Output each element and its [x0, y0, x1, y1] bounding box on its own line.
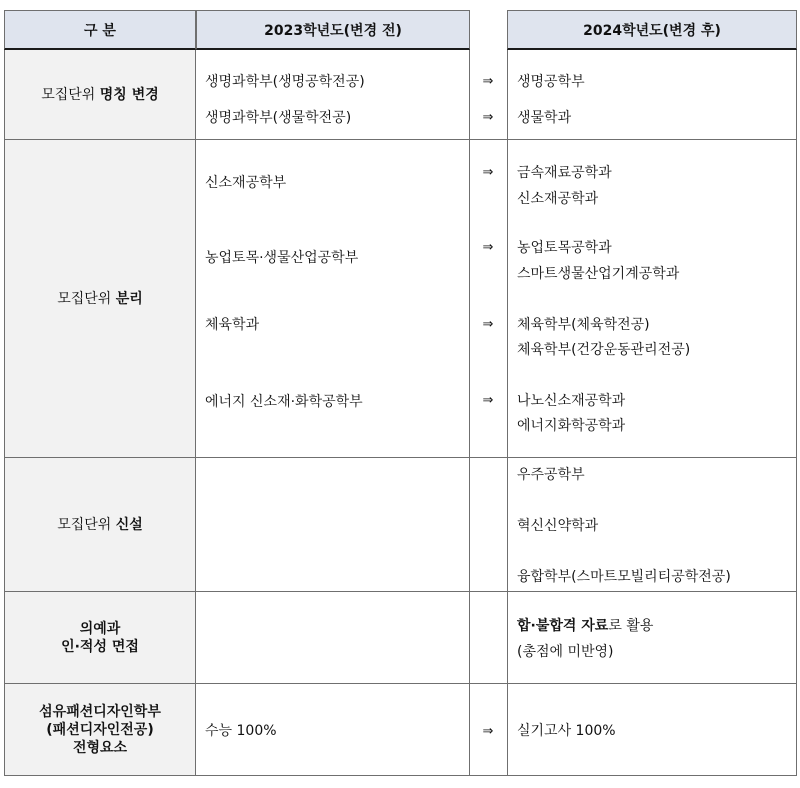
row-new-arrow-col: [470, 458, 507, 592]
split-before-3: 체육학과: [205, 317, 260, 333]
row-fashion-before: [196, 684, 470, 776]
row-split-arrow-col: [470, 140, 507, 458]
row-rename-label: 모집단위 명칭 변경: [4, 50, 196, 140]
row-fashion-label: 섬유패션디자인학부 (패션디자인전공) 전형요소: [4, 684, 196, 776]
rename-after-1: 생명공학부: [517, 74, 585, 90]
split-after-1a: 금속재료공학과: [517, 165, 612, 181]
rename-after-2: 생물학과: [517, 110, 572, 126]
fashion-after: 실기고사 100%: [517, 723, 616, 739]
row-rename-after: [507, 50, 797, 140]
arrow-icon: ⇒: [482, 240, 494, 255]
row-new-after: [507, 458, 797, 592]
medical-after-1: 합·불합격 자료로 활용: [517, 618, 654, 634]
arrow-icon: ⇒: [482, 110, 494, 125]
split-after-4a: 나노신소재공학과: [517, 393, 626, 409]
new-after-3: 융합학부(스마트모빌리티공학전공): [517, 569, 731, 585]
split-after-4b: 에너지화학공학과: [517, 418, 626, 434]
fashion-before: 수능 100%: [205, 723, 277, 739]
header-before: 2023학년도(변경 전): [196, 10, 470, 50]
split-before-1: 신소재공학부: [205, 175, 287, 191]
split-after-3b: 체육학부(건강운동관리전공): [517, 342, 691, 358]
arrow-icon: ⇒: [482, 165, 494, 180]
new-after-2: 혁신신약학과: [517, 518, 599, 534]
row-fashion-after: [507, 684, 797, 776]
row-medical-before: [196, 592, 470, 684]
row-new-before: [196, 458, 470, 592]
new-after-1: 우주공학부: [517, 467, 585, 483]
medical-after-2: (총점에 미반영): [517, 644, 614, 660]
split-before-4: 에너지 신소재·화학공학부: [205, 394, 363, 410]
arrow-icon: ⇒: [482, 317, 494, 332]
split-after-2b: 스마트생물산업기계공학과: [517, 266, 680, 282]
header-category: 구 분: [4, 10, 196, 50]
row-medical-arrow-col: [470, 592, 507, 684]
split-after-2a: 농업토목공학과: [517, 240, 612, 256]
row-new-label: 모집단위 신설: [4, 458, 196, 592]
row-split-after: [507, 140, 797, 458]
row-rename-before: [196, 50, 470, 140]
split-after-3a: 체육학부(체육학전공): [517, 317, 650, 333]
arrow-icon: ⇒: [482, 724, 494, 739]
row-split-before: [196, 140, 470, 458]
row-medical-label: 의예과 인·적성 면접: [4, 592, 196, 684]
arrow-icon: ⇒: [482, 393, 494, 408]
rename-before-1: 생명과학부(생명공학전공): [205, 74, 365, 90]
split-after-1b: 신소재공학과: [517, 191, 599, 207]
rename-before-2: 생명과학부(생물학전공): [205, 110, 352, 126]
arrow-icon: ⇒: [482, 74, 494, 89]
split-before-2: 농업토목·생물산업공학부: [205, 250, 359, 266]
row-medical-after: [507, 592, 797, 684]
row-split-label: 모집단위 분리: [4, 140, 196, 458]
header-after: 2024학년도(변경 후): [507, 10, 797, 50]
